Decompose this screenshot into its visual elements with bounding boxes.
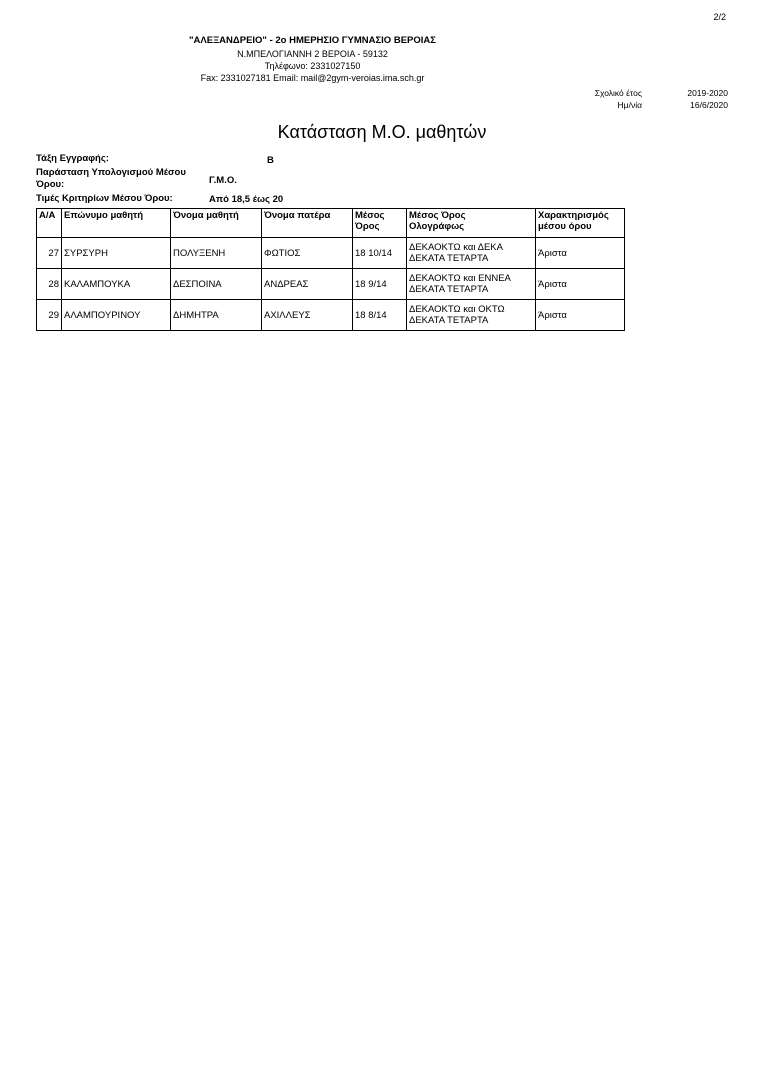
cell-surname: ΣΥΡΣΥΡΗ — [62, 238, 171, 269]
cell-father: ΦΩΤΙΟΣ — [262, 238, 353, 269]
cell-grade: Άριστα — [536, 269, 625, 300]
page-title: Κατάσταση Μ.Ο. μαθητών — [277, 122, 487, 142]
students-table — [36, 208, 625, 331]
cell-average-words-line2: ΔΕΚΑΤΑ ΤΕΤΑΡΤΑ — [409, 315, 489, 326]
criteria-value: Από 18,5 έως 20 — [209, 194, 284, 205]
date-label: Ημ/νία — [617, 100, 642, 110]
cell-father: ΑΝΔΡΕΑΣ — [262, 269, 353, 300]
cell-average: 18 9/14 — [353, 269, 407, 300]
cell-aa: 28 — [37, 269, 62, 300]
school-name: "ΑΛΕΞΑΝΔΡΕΙΟ" - 2ο ΗΜΕΡΗΣΙΟ ΓΥΜΝΑΣΙΟ ΒΕΡΟΙΑΣ — [189, 35, 436, 46]
header-father: Όνομα πατέρα — [262, 209, 353, 238]
cell-average-words-line2: ΔΕΚΑΤΑ ΤΕΤΑΡΤΑ — [409, 284, 489, 295]
cell-name: ΔΗΜΗΤΡΑ — [171, 300, 262, 331]
header-surname: Επώνυμο μαθητή — [62, 209, 171, 238]
cell-average-words — [407, 300, 536, 331]
page-number: 2/2 — [713, 12, 726, 22]
school-year-label: Σχολικό έτος — [594, 88, 642, 98]
header-characterization — [536, 209, 625, 238]
header-average-line1: Μέσος — [355, 210, 385, 221]
table-row — [37, 269, 625, 300]
cell-average-words-line1: ΔΕΚΑΟΚΤΩ και ΟΚΤΩ — [409, 304, 505, 315]
header-aa: Α/Α — [37, 209, 62, 238]
cell-average-words-line2: ΔΕΚΑΤΑ ΤΕΤΑΡΤΑ — [409, 253, 489, 264]
cell-average: 18 10/14 — [353, 238, 407, 269]
header-characterization-line2: μέσου όρου — [538, 221, 592, 232]
cell-average-words-line1: ΔΕΚΑΟΚΤΩ και ΔΕΚΑ — [409, 242, 503, 253]
cell-average-words — [407, 269, 536, 300]
table-header-row — [37, 209, 625, 238]
table-row — [37, 238, 625, 269]
header-average-line2: Όρος — [355, 221, 380, 232]
criteria-label: Τιμές Κριτηρίων Μέσου Όρου: — [36, 193, 173, 204]
school-fax-email: Fax: 2331027181 Email: mail@2gym-veroias.ima.sch.gr — [200, 73, 425, 83]
header-average — [353, 209, 407, 238]
date-value: 16/6/2020 — [690, 100, 728, 110]
school-phone: Τηλέφωνο: 2331027150 — [264, 61, 361, 71]
cell-surname: ΚΑΛΑΜΠΟΥΚΑ — [62, 269, 171, 300]
cell-average-words-line1: ΔΕΚΑΟΚΤΩ και ΕΝΝΕΑ — [409, 273, 511, 284]
cell-name: ΔΕΣΠΟΙΝΑ — [171, 269, 262, 300]
class-label: Τάξη Εγγραφής: — [36, 153, 109, 164]
header-average-words-line1: Μέσος Όρος — [409, 210, 466, 221]
cell-average: 18 8/14 — [353, 300, 407, 331]
header-characterization-line1: Χαρακτηρισμός — [538, 210, 609, 221]
school-year-value: 2019-2020 — [687, 88, 728, 98]
cell-average-words — [407, 238, 536, 269]
cell-grade: Άριστα — [536, 300, 625, 331]
cell-grade: Άριστα — [536, 238, 625, 269]
header-average-words — [407, 209, 536, 238]
cell-aa: 27 — [37, 238, 62, 269]
calc-value: Γ.Μ.Ο. — [209, 175, 237, 186]
header-average-words-line2: Ολογράφως — [409, 221, 465, 232]
cell-surname: ΑΛΑΜΠΟΥΡΙΝΟΥ — [62, 300, 171, 331]
cell-name: ΠΟΛΥΞΕΝΗ — [171, 238, 262, 269]
school-address: Ν.ΜΠΕΛΟΓΙΑΝΝΗ 2 ΒΕΡΟΙΑ - 59132 — [237, 49, 388, 59]
calc-label-line1: Παράσταση Υπολογισμού Μέσου — [36, 167, 186, 178]
cell-aa: 29 — [37, 300, 62, 331]
calc-label-line2: Όρου: — [36, 179, 65, 190]
cell-father: ΑΧΙΛΛΕΥΣ — [262, 300, 353, 331]
class-value: Β — [267, 155, 274, 166]
header-name: Όνομα μαθητή — [171, 209, 262, 238]
table-row — [37, 300, 625, 331]
